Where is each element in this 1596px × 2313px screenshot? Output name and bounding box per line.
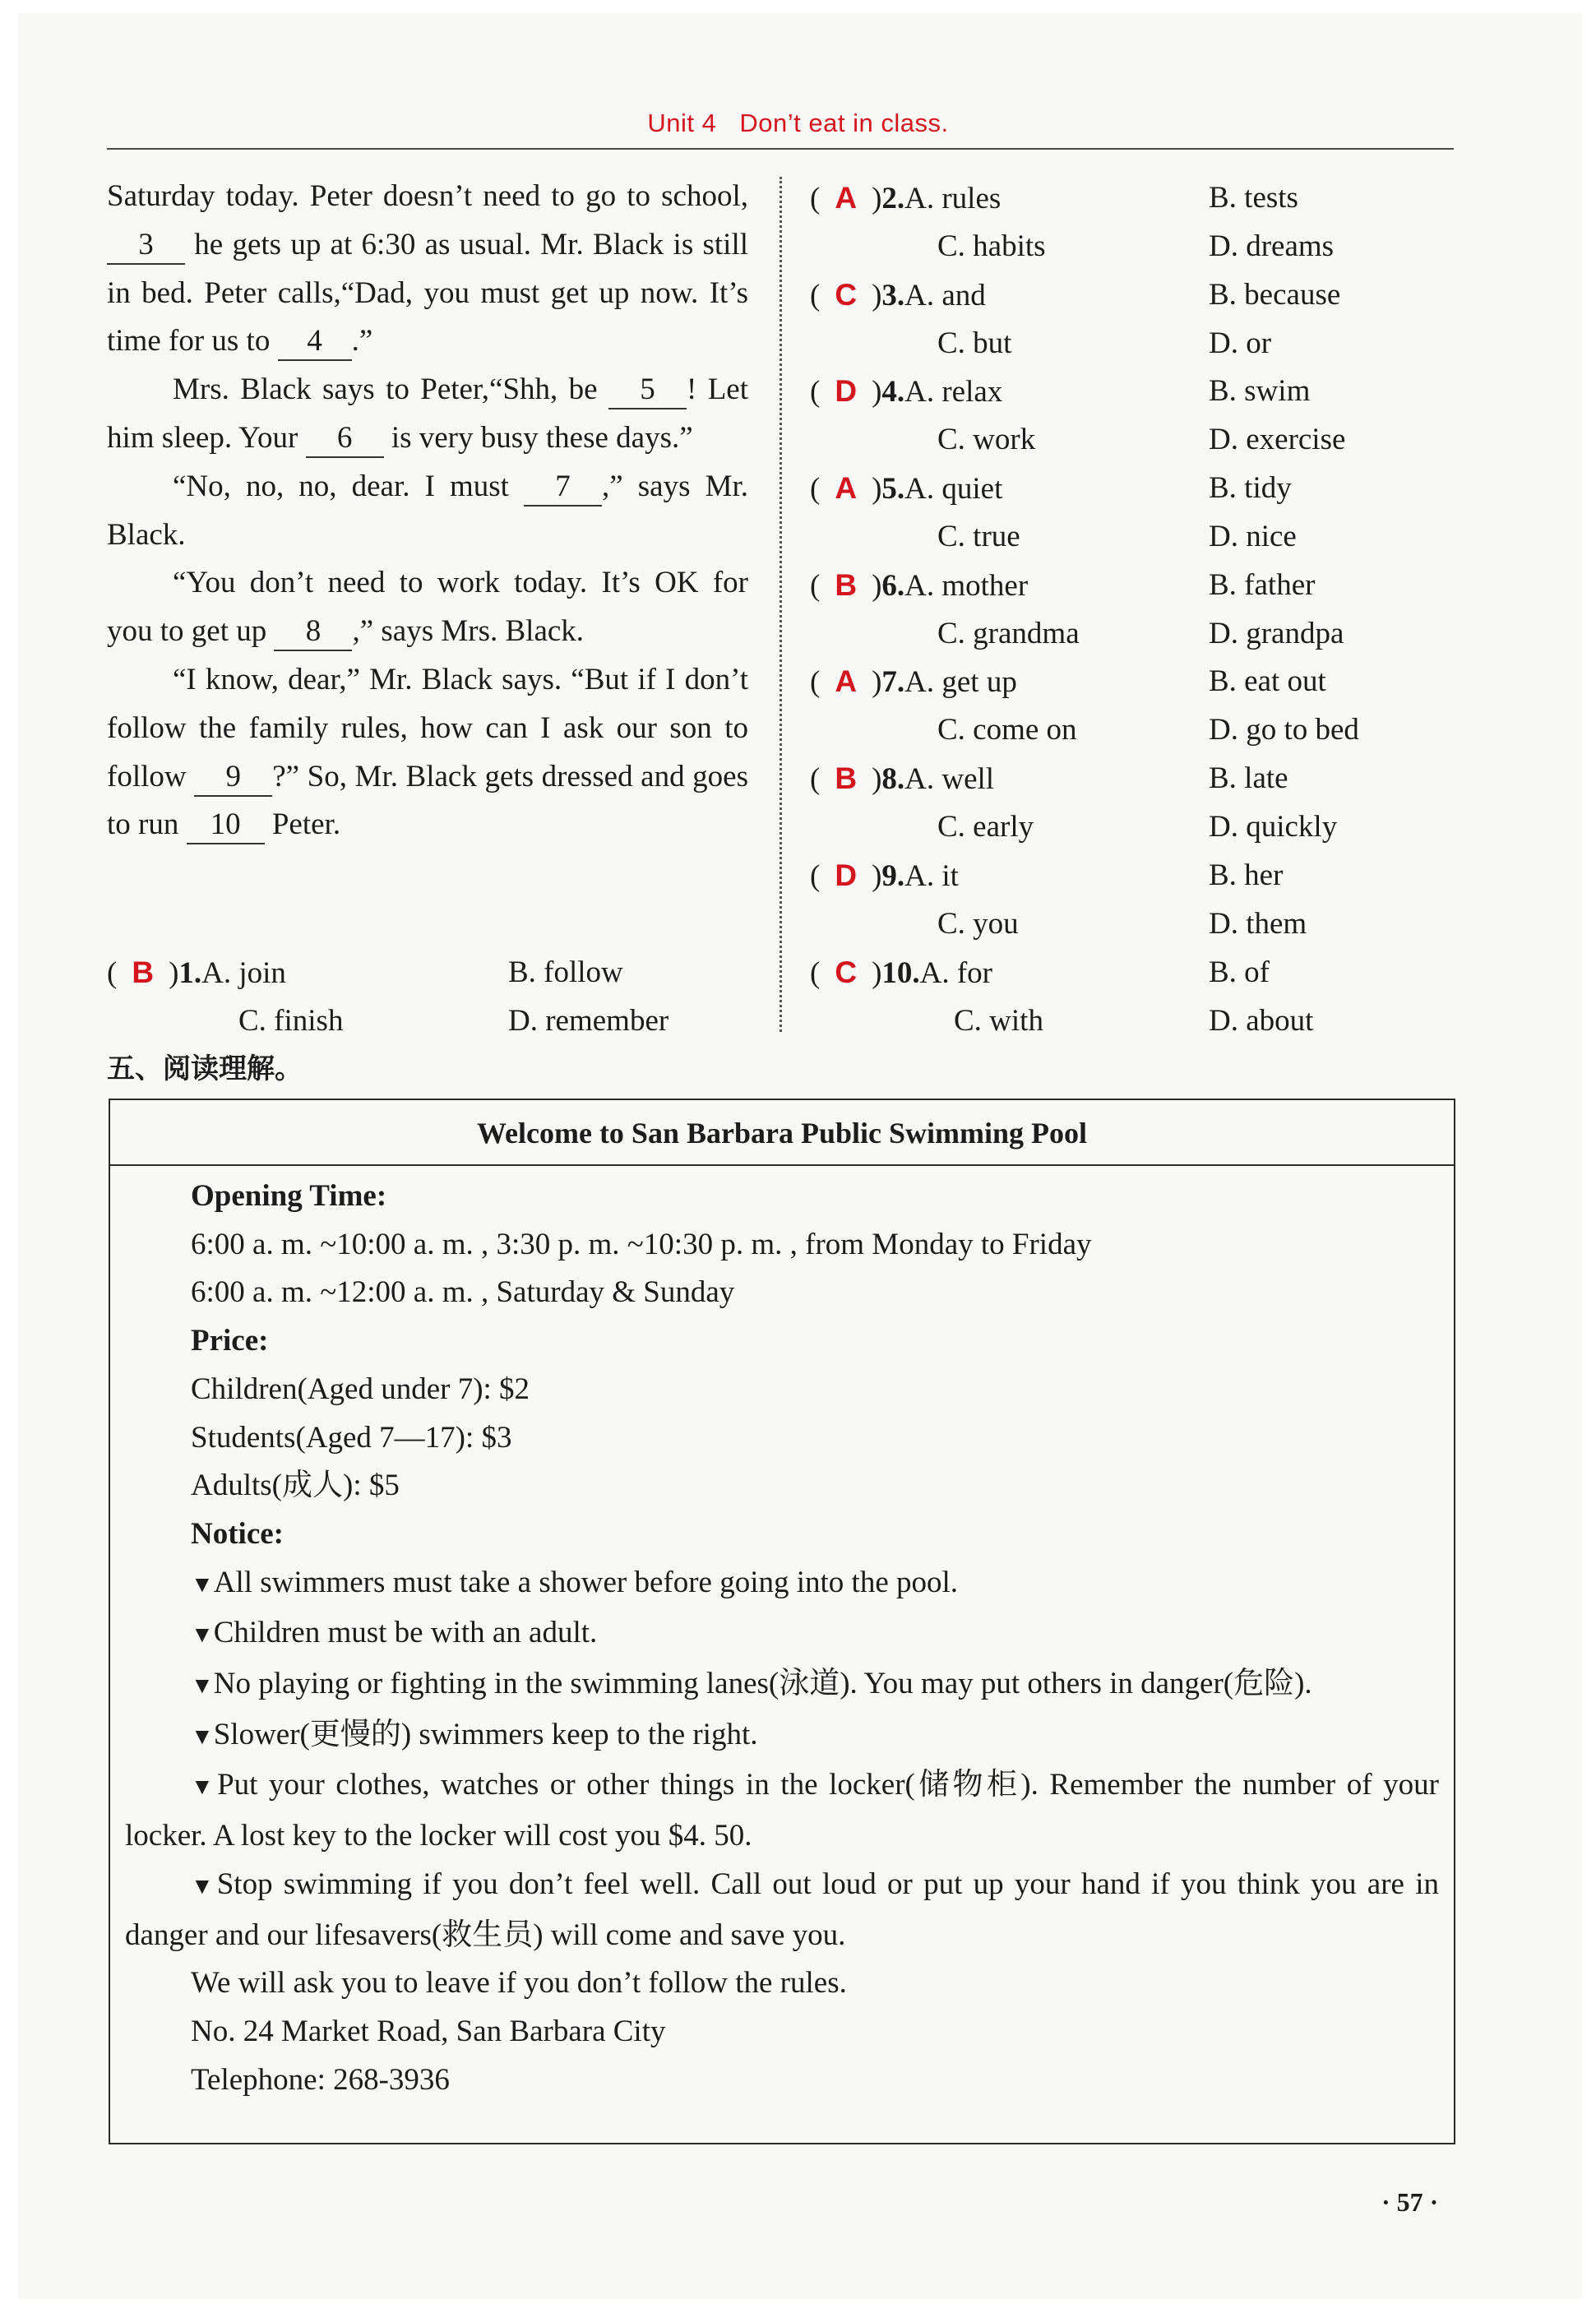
blank-9: 9 bbox=[194, 759, 272, 797]
answer-10: C bbox=[835, 955, 858, 989]
passage-paragraph-1: Saturday today. Peter doesn’t need to go to school, 3 he gets up at 6:30 as usual. Mr. Black is still in bed. Peter calls,“Dad, you must get up now. It’s time for us to 4 .” bbox=[107, 173, 748, 366]
triangle-bullet-icon: ▼ bbox=[191, 1873, 217, 1899]
rule-4: ▼Slower(更慢的) swimmers keep to the right. bbox=[191, 1717, 758, 1751]
question-7-option-c: C. come on bbox=[937, 713, 1077, 747]
rule-5: ▼Put your clothes, watches or other things in the locker(储物柜). Remember the number of your locker. A lost key to the locker will cost you $4. 50. bbox=[125, 1768, 1439, 1853]
notice-body bbox=[125, 1173, 1439, 2104]
answer-8: B bbox=[835, 761, 858, 795]
blank-7: 7 bbox=[524, 469, 602, 507]
opening-time-weekend: 6:00 a. m. ~12:00 a. m. , Saturday & Sunday bbox=[191, 1275, 735, 1310]
telephone: Telephone: 268-3936 bbox=[191, 2062, 450, 2097]
price-students: Students(Aged 7—17): $3 bbox=[191, 1420, 512, 1455]
passage-paragraph-5: “I know, dear,” Mr. Black says. “But if I don’t follow the family rules, how can I ask our son to follow 9 ?” So, Mr. Black gets dressed and goes to run 10 Peter. bbox=[107, 656, 748, 849]
question-6-option-d: D. grandpa bbox=[1209, 617, 1344, 650]
column-divider bbox=[779, 177, 782, 1032]
passage-paragraph-4: “You don’t need to work today. It’s OK for you to get up 8 ,” says Mrs. Black. bbox=[107, 559, 748, 656]
notice-heading: Welcome to San Barbara Public Swimming Pool bbox=[110, 1100, 1454, 1166]
question-9: ( D )9.A. it bbox=[810, 858, 959, 893]
question-6: ( B )6.A. mother bbox=[810, 568, 1029, 603]
header-rule bbox=[107, 148, 1454, 150]
question-9-option-c: C. you bbox=[937, 907, 1019, 941]
section-title: 五、阅读理解。 bbox=[107, 1052, 303, 1085]
question-6-option-c: C. grandma bbox=[937, 617, 1080, 650]
question-1-option-d: D. remember bbox=[508, 1004, 669, 1038]
question-1: ( B )1.A. join bbox=[107, 955, 286, 990]
triangle-bullet-icon: ▼ bbox=[191, 1723, 214, 1750]
answer-1: B bbox=[132, 955, 155, 989]
address: No. 24 Market Road, San Barbara City bbox=[191, 2014, 666, 2048]
price-label: Price: bbox=[191, 1324, 269, 1358]
page-number: · 57 · bbox=[1381, 2187, 1439, 2217]
question-8: ( B )8.A. well bbox=[810, 761, 995, 796]
question-3: ( C )3.A. and bbox=[810, 278, 986, 312]
question-2-option-c: C. habits bbox=[937, 229, 1046, 263]
question-9-option-b: B. her bbox=[1209, 858, 1284, 892]
answer-2: A bbox=[835, 181, 858, 215]
rule-3: ▼No playing or fighting in the swimming lanes(泳道). You may put others in danger(危险). bbox=[191, 1667, 1312, 1701]
question-8-option-d: D. quickly bbox=[1209, 810, 1338, 844]
question-2-option-b: B. tests bbox=[1209, 181, 1298, 215]
question-1-option-c: C. finish bbox=[238, 1004, 344, 1038]
price-children: Children(Aged under 7): $2 bbox=[191, 1372, 530, 1406]
question-3-option-d: D. or bbox=[1209, 326, 1272, 360]
question-5-option-b: B. tidy bbox=[1209, 471, 1292, 505]
opening-time-weekday: 6:00 a. m. ~10:00 a. m. , 3:30 p. m. ~10:30 p. m. , from Monday to Friday bbox=[191, 1227, 1092, 1261]
triangle-bullet-icon: ▼ bbox=[191, 1571, 214, 1598]
unit-title: Don’t eat in class. bbox=[739, 109, 949, 137]
question-10: ( C )10.A. for bbox=[810, 955, 993, 990]
question-9-option-d: D. them bbox=[1209, 907, 1307, 941]
passage-paragraph-2: Mrs. Black says to Peter,“Shh, be 5 ! Let him sleep. Your 6 is very busy these days.” bbox=[107, 366, 748, 463]
blank-6: 6 bbox=[306, 420, 384, 458]
answer-9: D bbox=[835, 858, 858, 892]
answer-7: A bbox=[835, 664, 858, 698]
question-4: ( D )4.A. relax bbox=[810, 374, 1003, 409]
notice-label: Notice: bbox=[191, 1516, 284, 1551]
question-1-option-b: B. follow bbox=[508, 955, 623, 989]
question-5-option-d: D. nice bbox=[1209, 520, 1297, 553]
blank-4: 4 bbox=[278, 323, 352, 361]
pool-notice bbox=[109, 1099, 1455, 2144]
triangle-bullet-icon: ▼ bbox=[191, 1673, 214, 1700]
blank-8: 8 bbox=[274, 613, 352, 651]
question-5-option-c: C. true bbox=[937, 520, 1020, 553]
question-2: ( A )2.A. rules bbox=[810, 181, 1002, 215]
rule-1: ▼All swimmers must take a shower before going into the pool. bbox=[191, 1565, 959, 1599]
triangle-bullet-icon: ▼ bbox=[191, 1622, 214, 1649]
answer-5: A bbox=[835, 471, 858, 505]
closing-statement: We will ask you to leave if you don’t follow the rules. bbox=[191, 1966, 847, 2001]
answer-6: B bbox=[835, 568, 858, 602]
question-5: ( A )5.A. quiet bbox=[810, 471, 1003, 506]
triangle-bullet-icon: ▼ bbox=[191, 1774, 218, 1801]
question-7: ( A )7.A. get up bbox=[810, 664, 1017, 699]
price-adults: Adults(成人): $5 bbox=[191, 1469, 400, 1503]
question-3-option-c: C. but bbox=[937, 326, 1012, 360]
question-8-option-c: C. early bbox=[937, 810, 1034, 844]
passage-paragraph-3: “No, no, no, dear. I must 7 ,” says Mr. Black. bbox=[107, 469, 748, 552]
blank-5: 5 bbox=[608, 372, 687, 409]
answer-3: C bbox=[835, 278, 858, 312]
question-4-option-d: D. exercise bbox=[1209, 423, 1346, 456]
page-header bbox=[0, 109, 1596, 138]
question-3-option-b: B. because bbox=[1209, 278, 1341, 312]
question-6-option-b: B. father bbox=[1209, 568, 1316, 602]
question-4-option-c: C. work bbox=[937, 423, 1036, 456]
question-10-option-b: B. of bbox=[1209, 955, 1270, 989]
option-a: A. join bbox=[201, 956, 286, 990]
rule-2: ▼Children must be with an adult. bbox=[191, 1616, 598, 1650]
rule-6: ▼Stop swimming if you don’t feel well. Call out loud or put up your hand if you think you are in danger and our lifesavers(救生员) will come and save you. bbox=[125, 1867, 1439, 1952]
question-2-option-d: D. dreams bbox=[1209, 229, 1335, 263]
answer-4: D bbox=[835, 374, 858, 408]
question-7-option-d: D. go to bed bbox=[1209, 713, 1359, 747]
question-8-option-b: B. late bbox=[1209, 761, 1288, 795]
blank-10: 10 bbox=[187, 807, 265, 844]
opening-time-label: Opening Time: bbox=[191, 1179, 387, 1213]
cloze-passage bbox=[107, 173, 748, 849]
question-10-option-c: C. with bbox=[954, 1004, 1043, 1038]
blank-3: 3 bbox=[107, 227, 185, 265]
question-4-option-b: B. swim bbox=[1209, 374, 1311, 408]
question-10-option-d: D. about bbox=[1209, 1004, 1314, 1038]
question-7-option-b: B. eat out bbox=[1209, 664, 1326, 698]
unit-label: Unit 4 bbox=[647, 109, 717, 137]
